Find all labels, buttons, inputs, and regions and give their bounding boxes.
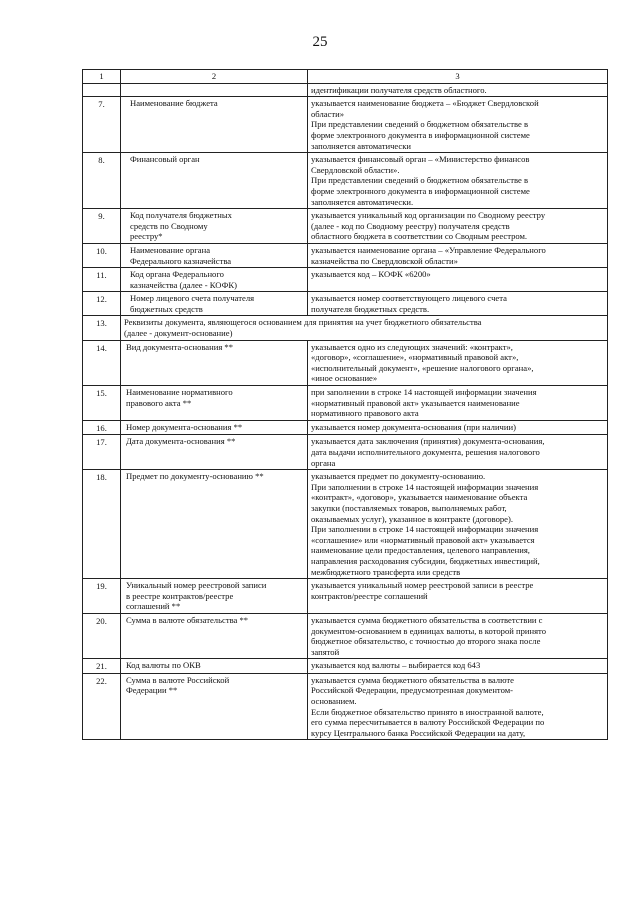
- field-description-line: форме электронного документа в информационной системе: [311, 185, 530, 196]
- table-row: [83, 659, 608, 674]
- field-description-line: оказываемых услуг), указанное в контракте (договоре).: [311, 513, 514, 524]
- field-description-line: «нормативный правовой акт» указывается наименование: [311, 397, 520, 408]
- row-number: 18.: [83, 470, 121, 579]
- field-description-line: При представлении сведений о бюджетном обязательстве в: [311, 119, 529, 130]
- field-description-line: идентификации получателя средств областного.: [311, 84, 487, 95]
- field-name-line: Федерального казначейства: [130, 255, 232, 266]
- field-description-line: указывается код валюты – выбирается код 643: [311, 660, 481, 671]
- row-number: 7.: [83, 97, 121, 153]
- row-number: 9.: [83, 209, 121, 244]
- field-description-line: получателя бюджетных средств.: [311, 303, 430, 314]
- field-description-line: указывается уникальный номер реестровой записи в реестре: [311, 580, 534, 591]
- table-row: [83, 435, 608, 470]
- section-heading-line: (далее - документ-основание): [124, 328, 233, 339]
- field-description-line: основанием.: [311, 696, 357, 707]
- field-description-line: органа: [311, 457, 336, 468]
- field-name-line: Вид документа-основания **: [126, 341, 234, 352]
- field-description-cell: [308, 613, 608, 658]
- field-name-line: Сумма в валюте обязательства **: [126, 614, 249, 625]
- field-name-line: средств по Сводному: [130, 220, 208, 231]
- field-description-line: наименование цели предоставления, целевого направления,: [311, 545, 530, 556]
- field-description-cell: [308, 209, 608, 244]
- field-description-line: указывается наименование органа – «Управление Федерального: [311, 244, 546, 255]
- field-description-line: закупки (поставляемых товаров, выполняемых работ,: [311, 502, 507, 513]
- field-description-line: При заполнении в строке 14 настоящей информации значения: [311, 481, 539, 492]
- row-number: 22.: [83, 673, 121, 740]
- field-description-line: указывается одно из следующих значений: «контракт»,: [311, 341, 513, 352]
- field-name-cell: [121, 579, 308, 614]
- field-name-cell: [121, 268, 308, 292]
- field-name-line: Номер документа-основания **: [126, 421, 243, 432]
- field-name-line: Наименование бюджета: [130, 98, 218, 109]
- requisites-table: [82, 69, 608, 740]
- field-description-line: Свердловской области».: [311, 164, 400, 175]
- table-row: [83, 386, 608, 421]
- row-number: [83, 83, 121, 97]
- field-name-line: Код органа Федерального: [130, 269, 224, 280]
- field-description-cell: [308, 83, 608, 97]
- row-number: 21.: [83, 659, 121, 674]
- field-name-cell: [121, 420, 308, 435]
- table-row: [83, 316, 608, 340]
- field-description-line: Если бюджетное обязательство принято в иностранной валюте,: [311, 706, 544, 717]
- field-name-line: Дата документа-основания **: [126, 436, 236, 447]
- field-description-cell: [308, 420, 608, 435]
- field-name-cell: [121, 470, 308, 579]
- table-row: [83, 579, 608, 614]
- field-description-line: форме электронного документа в информационной системе: [311, 129, 530, 140]
- table-row: [83, 340, 608, 385]
- column-header-1: 1: [83, 70, 121, 84]
- field-description-line: казначейства по Свердловской области»: [311, 255, 458, 266]
- field-description-cell: [308, 268, 608, 292]
- field-name-cell: [121, 340, 308, 385]
- field-description-cell: [308, 340, 608, 385]
- field-description-cell: [308, 153, 608, 209]
- row-number: 19.: [83, 579, 121, 614]
- field-name-line: Наименование нормативного: [126, 387, 233, 398]
- field-name-line: реестру*: [130, 231, 163, 242]
- section-heading-line: Реквизиты документа, являющегося основанием для принятия на учет бюджетного обязательства: [124, 317, 482, 328]
- field-description-line: межбюджетного трансферта или средств: [311, 566, 461, 577]
- field-name-line: Предмет по документу-основанию **: [126, 471, 264, 482]
- field-description-line: указывается наименование бюджета – «Бюджет Свердловской: [311, 98, 539, 109]
- row-number: 20.: [83, 613, 121, 658]
- field-name-cell: [121, 386, 308, 421]
- table-row: [83, 673, 608, 740]
- field-description-cell: [308, 97, 608, 153]
- field-name-cell: [121, 243, 308, 267]
- row-number: 10.: [83, 243, 121, 267]
- table-row: [83, 613, 608, 658]
- field-description-line: «договор», «соглашение», «нормативный правовой акт»,: [311, 352, 519, 363]
- field-description-line: указывается номер соответствующего лицевого счета: [311, 293, 507, 304]
- field-description-cell: [308, 292, 608, 316]
- field-description-line: контрактов/реестре соглашений: [311, 590, 428, 601]
- field-name-line: Финансовый орган: [130, 154, 200, 165]
- field-name-cell: [121, 153, 308, 209]
- table-body: [83, 83, 608, 740]
- row-number: 11.: [83, 268, 121, 292]
- row-number: 14.: [83, 340, 121, 385]
- field-description-line: (далее - код по Сводному реестру) получателя средств: [311, 220, 510, 231]
- field-name-cell: [121, 435, 308, 470]
- table-row: [83, 97, 608, 153]
- row-number: 13.: [83, 316, 121, 340]
- table-header-row: [83, 70, 608, 84]
- field-name-line: Наименование органа: [130, 244, 211, 255]
- field-description-cell: [308, 579, 608, 614]
- table-row: [83, 292, 608, 316]
- field-description-line: указывается дата заключения (принятия) документа-основания,: [311, 436, 545, 447]
- field-description-line: При заполнении в строке 14 настоящей информации значения: [311, 524, 539, 535]
- field-description-line: указывается сумма бюджетного обязательства в валюте: [311, 674, 514, 685]
- row-number: 12.: [83, 292, 121, 316]
- field-name-cell: [121, 673, 308, 740]
- table-row: [83, 420, 608, 435]
- table-header: [83, 70, 608, 84]
- field-name-line: бюджетных средств: [130, 303, 203, 314]
- field-description-line: указывается номер документа-основания (при наличии): [311, 421, 516, 432]
- table-row: [83, 243, 608, 267]
- page-number: 25: [312, 34, 328, 50]
- field-description-cell: [308, 470, 608, 579]
- field-name-line: соглашений **: [126, 601, 181, 612]
- field-name-cell: [121, 83, 308, 97]
- table-row: [83, 209, 608, 244]
- field-name-cell: [121, 292, 308, 316]
- field-name-line: казначейства (далее - КОФК): [130, 279, 237, 290]
- field-description-line: «соглашение» или «нормативный правовой акт» указывается: [311, 534, 535, 545]
- field-description-cell: [308, 659, 608, 674]
- field-name-line: в реестре контрактов/реестре: [126, 590, 234, 601]
- field-description-line: областного бюджета в соответствии со Сводным реестром.: [311, 231, 528, 242]
- field-name-line: Номер лицевого счета получателя: [130, 293, 255, 304]
- field-name-line: Уникальный номер реестровой записи: [126, 580, 267, 591]
- field-description-line: области»: [311, 108, 345, 119]
- field-description-line: курсу Центрального банка Российской Федерации на дату,: [311, 727, 526, 738]
- column-header-3: 3: [308, 70, 608, 84]
- field-name-cell: [121, 209, 308, 244]
- field-description-cell: [308, 243, 608, 267]
- field-description-line: направления расходования субсидии, бюджетных инвестиций,: [311, 555, 540, 566]
- row-number: 8.: [83, 153, 121, 209]
- table-row: [83, 470, 608, 579]
- field-description-line: указывается сумма бюджетного обязательства в соответствии с: [311, 614, 543, 625]
- field-description-cell: [308, 386, 608, 421]
- row-number: 15.: [83, 386, 121, 421]
- field-description-line: Российской Федерации, предусмотренная документом-: [311, 685, 514, 696]
- field-description-line: При представлении сведений о бюджетном обязательстве в: [311, 175, 529, 186]
- field-description-line: «иное основание»: [311, 373, 378, 384]
- table-row: [83, 83, 608, 97]
- field-description-line: «исполнительный документ», «решение налогового органа»,: [311, 362, 534, 373]
- field-description-cell: [308, 673, 608, 740]
- column-header-2: 2: [121, 70, 308, 84]
- field-description-line: указывается предмет по документу-основанию.: [311, 471, 486, 482]
- row-number: 17.: [83, 435, 121, 470]
- field-name-cell: [121, 659, 308, 674]
- field-name-cell: [121, 613, 308, 658]
- field-name-cell: [121, 97, 308, 153]
- field-name-line: правового акта **: [126, 397, 192, 408]
- field-description-line: при заполнении в строке 14 настоящей информации значения: [311, 387, 537, 398]
- field-description-line: его сумма пересчитывается в валюту Российской Федерации по: [311, 717, 545, 728]
- table-row: [83, 153, 608, 209]
- field-description-line: указывается код – КОФК «6200»: [311, 269, 431, 280]
- field-description-line: «контракт», «договор», указывается наименование объекта: [311, 492, 528, 503]
- field-name-line: Код получателя бюджетных: [130, 210, 232, 221]
- field-description-line: дата выдачи исполнительного документа, решения налогового: [311, 447, 540, 457]
- field-description-cell: [308, 435, 608, 470]
- field-name-line: Код валюты по ОКВ: [126, 660, 201, 671]
- section-heading-cell: [121, 316, 608, 340]
- field-name-line: Сумма в валюте Российской: [126, 674, 230, 685]
- field-description-line: нормативного правового акта: [311, 408, 419, 419]
- field-description-line: бюджетное обязательство, с точностью до второго знака после: [311, 636, 541, 647]
- row-number: 16.: [83, 420, 121, 435]
- field-name-line: Федерации **: [126, 685, 178, 696]
- field-description-line: документом-основанием в единицах валюты, в которой принято: [311, 625, 546, 636]
- field-description-line: запятой: [311, 646, 340, 657]
- field-description-line: заполняется автоматически.: [311, 196, 414, 207]
- field-description-line: указывается финансовый орган – «Министерство финансов: [311, 154, 530, 165]
- table-row: [83, 268, 608, 292]
- field-description-line: указывается уникальный код организации по Сводному реестру: [311, 210, 546, 221]
- field-description-line: заполняется автоматически: [311, 140, 412, 151]
